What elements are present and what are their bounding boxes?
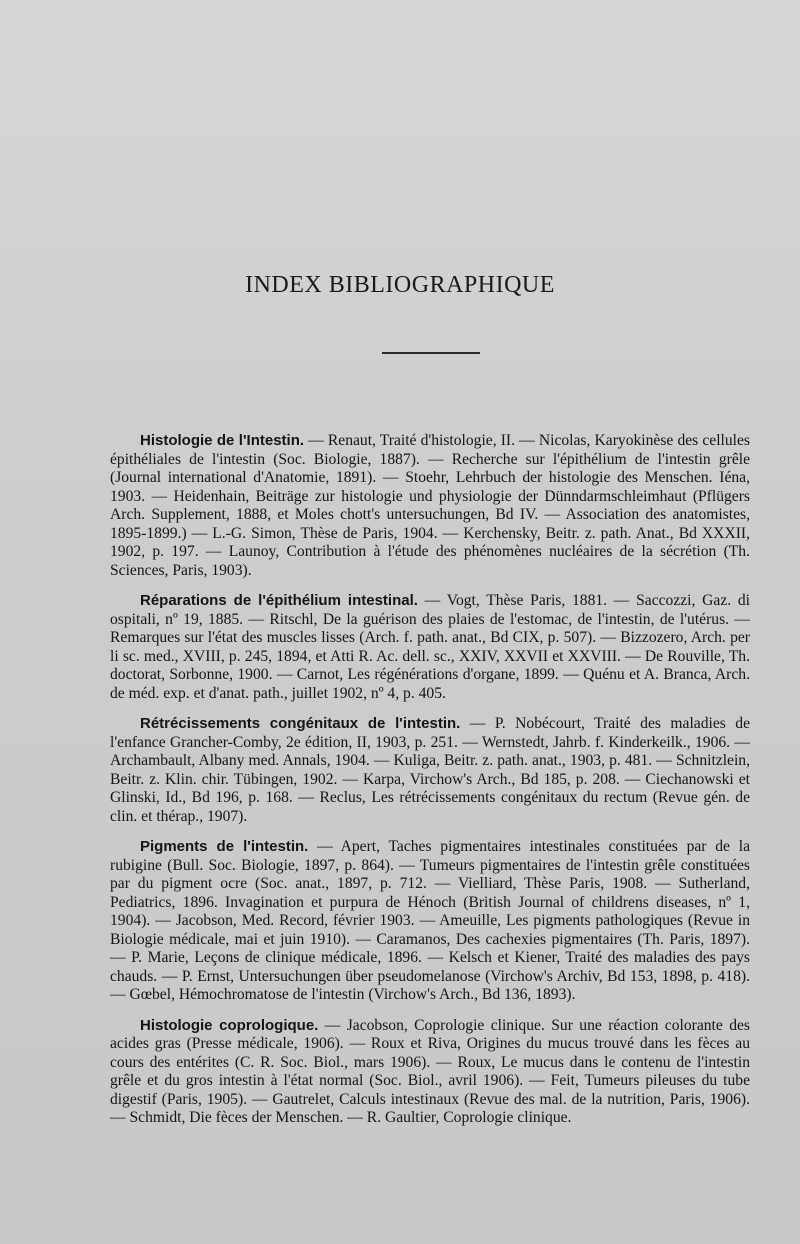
- entry-heading: Rétrécissements congénitaux de l'intestin.: [140, 715, 461, 732]
- bibliography-body: [110, 432, 750, 1140]
- entry-heading: Histologie coprologique.: [140, 1016, 319, 1034]
- entry-text: — Renaut, Traité d'histologie, II. — Nicolas, Karyokinèse des cellules épithéliales de l'intestin (Soc. Biologie, 1887). — Recherche sur l'épithélium de l'intestin grêle (Journal international d'Anatomie, 1891). — Stoehr, Lehrbuch der histologie des Menschen. Iéna, 1903. — Heidenhain, Beiträge zur histologie und physiologie der Dünndarmschleimhaut (Pflügers Arch. Supplement, 1888, et Moles chott's untersuchungen, Bd IV. — Association des anatomistes, 1895-1899.) — L.-G. Simon, Thèse de Paris, 1904. — Kerchensky, Beitr. z. path. Anat., Bd XXXII, 1902, p. 197. — Launoy, Contribution à l'étude des phénomènes nucléaires de la sécrétion (Th. Sciences, Paris, 1903).: [110, 432, 750, 579]
- entry-histologie-coprologique: [110, 1017, 750, 1128]
- entry-pigments: [110, 838, 750, 1005]
- entry-heading: Réparations de l'épithélium intestinal.: [140, 592, 418, 609]
- title-rule: [382, 352, 480, 354]
- entry-text: — Vogt, Thèse Paris, 1881. — Saccozzi, Gaz. di ospitali, nº 19, 1885. — Ritschl, De la guérison des plaies de l'estomac, de l'intestin, de l'utérus. — Remarques sur l'état des muscles lisses (Arch. f. path. anat., Bd CIX, p. 507). — Bizzozero, Arch. per li sc. med., XVIII, p. 245, 1894, et Atti R. Ac. dell. sc., XXIV, XXVII et XXVIII. — De Rouville, Th. doctorat, Sorbonne, 1900. — Carnot, Les régénérations d'organe, 1899. — Quénu et A. Branca, Arch. de méd. exp. et d'anat. path., juillet 1902, nº 4, p. 405.: [110, 592, 750, 702]
- entry-text: — Apert, Taches pigmentaires intestinales constituées par de la rubigine (Bull. Soc. Biologie, 1897, p. 864). — Tumeurs pigmentaires de l'intestin grêle constituées par du pigment ocre (Soc. anat., 1897, p. 712. — Vielliard, Thèse Paris, 1908. — Sutherland, Pediatrics, 1896. Invagination et purpura de Hénoch (British Journal of childrens diseases, nº 1, 1904). — Jacobson, Med. Record, février 1903. — Ameuille, Les pigments pathologiques (Revue in Biologie médicale, mai et juin 1910). — Caramanos, Des cachexies pigmentaires (Th. Paris, 1897). — P. Marie, Leçons de clinique médicale, 1896. — Kelsch et Kiener, Traité des maladies des pays chauds. — P. Ernst, Untersuchungen über pseudomelanose (Virchow's Archiv, Bd 153, 1898, p. 418). — Gœbel, Hémochromatose de l'intestin (Virchow's Arch., Bd 136, 1893).: [110, 838, 750, 1003]
- entry-heading: Histologie de l'Intestin.: [140, 432, 305, 449]
- page-title: INDEX BIBLIOGRAPHIQUE: [245, 272, 555, 298]
- entry-heading: Pigments de l'intestin.: [140, 838, 309, 855]
- entry-reparations-epithelium: [110, 592, 750, 703]
- entry-text: — P. Nobécourt, Traité des maladies de l'enfance Grancher-Comby, 2e édition, II, 1903, p. 251. — Wernstedt, Jahrb. f. Kinderkeilk., 1906. — Archambault, Albany med. Annals, 1904. — Kuliga, Beitr. z. path. anat., 1903, p. 481. — Schnitzlein, Beitr. z. Klin. chir. Tübingen, 1902. — Karpa, Virchow's Arch., Bd 185, p. 208. — Ciechanowski et Glinski, Id., Bd 196, p. 168. — Reclus, Les rétrécissements congénitaux du rectum (Revue gén. de clin. et thérap., 1907).: [110, 715, 751, 825]
- entry-retrecissements: [110, 715, 750, 826]
- entry-histologie-intestin: [110, 432, 750, 580]
- entry-text: — Jacobson, Coprologie clinique. Sur une réaction colorante des acides gras (Presse médicale, 1906). — Roux et Riva, Origines du mucus trouvé dans les fèces au cours des entérites (C. R. Soc. Biol., mars 1906). — Roux, Le mucus dans le contenu de l'intestin grêle et du gros intestin à l'état normal (Soc. Biol., avril 1906). — Feit, Tumeurs pileuses du tube digestif (Paris, 1905). — Gautrelet, Calculs intestinaux (Revue des mal. de la nutrition, Paris, 1906). — Schmidt, Die fèces der Menschen. — R. Gaultier, Coprologie clinique.: [110, 1016, 750, 1126]
